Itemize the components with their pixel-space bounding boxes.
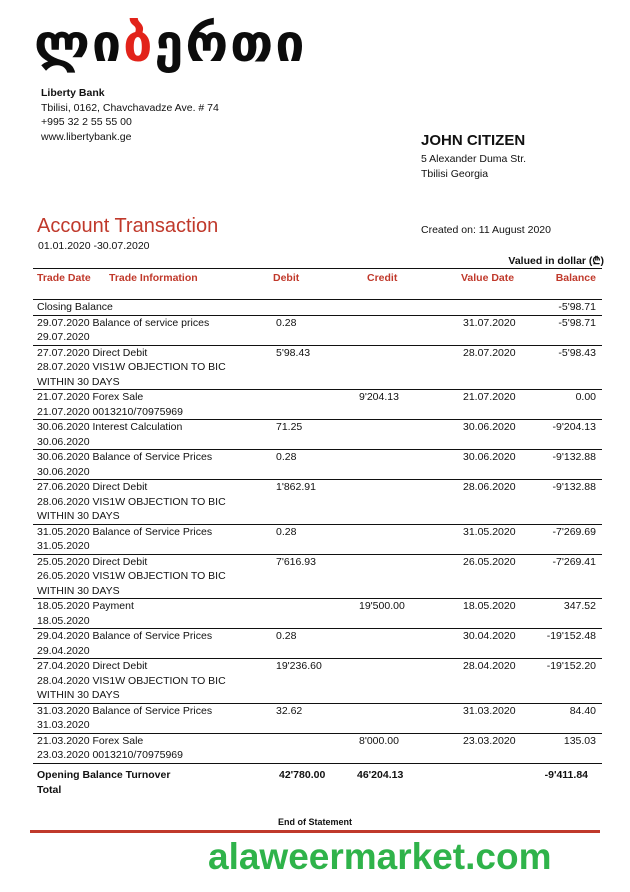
trade-info-line: 23.03.2020 0013210/70975969 — [37, 749, 183, 761]
trade-info-line: 30.06.2020 Interest Calculation — [37, 421, 183, 433]
trade-info-line: 31.03.2020 — [37, 719, 90, 731]
total-debit: 42'780.00 — [279, 768, 326, 781]
logo-text-red: ბ — [123, 14, 155, 74]
balance-cell: 135.03 — [563, 734, 596, 747]
table-row — [33, 734, 602, 764]
logo-text-1: ლი — [34, 14, 124, 74]
total-label: Opening Balance Turnover — [37, 768, 171, 781]
value-date-cell: 28.07.2020 — [463, 346, 516, 359]
value-date-cell: 28.04.2020 — [463, 660, 516, 672]
header-trade-date: Trade Date — [37, 272, 91, 284]
value-date-cell: 31.07.2020 — [463, 316, 516, 329]
value-date-cell: 31.05.2020 — [463, 525, 516, 538]
client-city: Tbilisi Georgia — [421, 167, 489, 180]
trade-info-line: 27.04.2020 Direct Debit — [37, 660, 148, 672]
trade-info — [33, 346, 602, 390]
trade-info-line: 27.06.2020 Direct Debit — [37, 481, 148, 493]
header-value-date: Value Date — [461, 272, 515, 284]
credit-cell: 8'000.00 — [359, 734, 399, 747]
trade-info — [33, 480, 602, 524]
table-row — [33, 629, 602, 659]
debit-cell: 5'98.43 — [276, 346, 311, 359]
trade-info — [33, 734, 602, 763]
trade-info-line: Closing Balance — [37, 301, 113, 313]
trade-info-line: WITHIN 30 DAYS — [37, 510, 120, 522]
trade-info — [33, 704, 602, 733]
logo-text-2: ერთი — [154, 14, 307, 74]
balance-cell: -7'269.69 — [552, 525, 596, 538]
value-date-cell: 28.06.2020 — [463, 481, 516, 493]
watermark: alaweermarket.com — [208, 836, 552, 877]
credit-cell: 9'204.13 — [359, 391, 399, 403]
table-row — [33, 300, 602, 316]
client-name: JOHN CITIZEN — [421, 132, 526, 149]
trade-info-line: WITHIN 30 DAYS — [37, 584, 120, 597]
bank-address: Tbilisi, 0162, Chavchavadze Ave. # 74 — [41, 101, 219, 114]
trade-info-line: 30.06.2020 Balance of Service Prices — [37, 451, 213, 463]
client-street: 5 Alexander Duma Str. — [421, 153, 527, 165]
trade-info-line: 31.05.2020 — [37, 540, 90, 552]
balance-cell: -19'152.20 — [546, 660, 596, 672]
debit-cell: 1'862.91 — [276, 481, 316, 493]
value-date-cell: 21.07.2020 — [463, 391, 516, 403]
trade-info-line: 29.04.2020 Balance of Service Prices — [37, 630, 213, 642]
bank-phone: +995 32 2 55 55 00 — [41, 116, 132, 128]
balance-cell: -7'269.41 — [552, 555, 596, 568]
trade-info-line: 29.04.2020 — [37, 644, 90, 657]
table-row — [33, 316, 602, 346]
value-date-cell: 31.03.2020 — [463, 704, 516, 717]
total-label-2: Total — [37, 783, 62, 796]
page-title: Account Transaction — [37, 215, 219, 237]
trade-info — [33, 629, 602, 658]
trade-info — [33, 525, 602, 554]
table-row — [33, 390, 602, 420]
balance-cell: -9'132.88 — [552, 481, 596, 493]
trade-info-line: 28.07.2020 VIS1W OBJECTION TO BIC — [37, 361, 226, 373]
trade-info — [33, 599, 602, 628]
table-header — [33, 268, 602, 300]
table-row — [33, 346, 602, 391]
value-date-cell: 30.06.2020 — [463, 421, 516, 433]
table-row — [33, 480, 602, 525]
trade-info-line: 26.05.2020 VIS1W OBJECTION TO BIC — [37, 570, 226, 582]
debit-cell: 0.28 — [276, 451, 297, 463]
total-row — [33, 768, 602, 798]
trade-info-line: WITHIN 30 DAYS — [37, 689, 120, 701]
debit-cell: 7'616.93 — [276, 555, 316, 568]
trade-info-line: 31.05.2020 Balance of Service Prices — [37, 525, 213, 538]
trade-info-line: 28.06.2020 VIS1W OBJECTION TO BIC — [37, 495, 226, 508]
end-of-statement: End of Statement — [277, 817, 352, 827]
trade-info — [33, 555, 602, 599]
value-date-cell: 26.05.2020 — [463, 555, 516, 568]
trade-info-line: 18.05.2020 — [37, 614, 90, 627]
debit-cell: 32.62 — [276, 704, 303, 717]
trade-info-line: 30.06.2020 — [37, 465, 90, 478]
value-date-cell: 23.03.2020 — [463, 734, 516, 747]
balance-cell: -5'98.43 — [558, 346, 596, 359]
trade-info-line: 29.07.2020 — [37, 331, 90, 343]
debit-cell: 0.28 — [276, 525, 297, 538]
table-row — [33, 599, 602, 629]
statement-period: 01.01.2020 -30.07.2020 — [38, 240, 150, 252]
trade-info — [33, 300, 602, 315]
trade-info-line: 21.03.2020 Forex Sale — [37, 734, 144, 747]
table-body — [33, 300, 602, 764]
trade-info-line: 18.05.2020 Payment — [37, 600, 134, 612]
balance-cell: -19'152.48 — [546, 630, 596, 642]
balance-cell: 347.52 — [563, 600, 596, 612]
trade-info-line: 27.07.2020 Direct Debit — [37, 346, 148, 359]
trade-info-line: 28.04.2020 VIS1W OBJECTION TO BIC — [37, 674, 226, 687]
trade-info-line: 21.07.2020 0013210/70975969 — [37, 405, 183, 418]
table-row — [33, 555, 602, 600]
table-row — [33, 420, 602, 450]
debit-cell: 0.28 — [276, 630, 297, 642]
header-balance: Balance — [555, 272, 596, 284]
header-debit: Debit — [273, 272, 300, 284]
balance-cell: 84.40 — [569, 704, 596, 717]
trade-info-line: 31.03.2020 Balance of Service Prices — [37, 704, 213, 717]
bank-logo — [34, 12, 307, 76]
bank-name: Liberty Bank — [41, 87, 105, 99]
trade-info-line: 21.07.2020 Forex Sale — [37, 391, 144, 403]
header-credit: Credit — [367, 272, 398, 284]
trade-info-line: WITHIN 30 DAYS — [37, 375, 120, 388]
trade-info-line: 30.06.2020 — [37, 435, 90, 448]
trade-info — [33, 390, 602, 419]
value-date-cell: 30.06.2020 — [463, 451, 516, 463]
currency-note: Valued in dollar (₾) — [508, 255, 604, 267]
created-on: Created on: 11 August 2020 — [421, 224, 551, 236]
debit-cell: 71.25 — [276, 421, 303, 433]
total-balance: -9'411.84 — [544, 768, 588, 781]
balance-cell: -5'98.71 — [558, 301, 596, 313]
table-row — [33, 704, 602, 734]
balance-cell: -9'204.13 — [552, 421, 596, 433]
trade-info — [33, 420, 602, 449]
trade-info-line: 29.07.2020 Balance of service prices — [37, 316, 210, 329]
balance-cell: 0.00 — [575, 391, 596, 403]
value-date-cell: 18.05.2020 — [463, 600, 516, 612]
bank-website: www.libertybank.ge — [41, 130, 132, 143]
table-row — [33, 659, 602, 704]
trade-info-line: 25.05.2020 Direct Debit — [37, 555, 148, 568]
trade-info — [33, 316, 602, 345]
client-info — [421, 131, 526, 181]
value-date-cell: 30.04.2020 — [463, 630, 516, 642]
total-credit: 46'204.13 — [357, 768, 404, 781]
credit-cell: 19'500.00 — [359, 600, 405, 612]
bank-info — [41, 86, 219, 144]
footer-divider — [30, 830, 600, 833]
balance-cell: -5'98.71 — [558, 316, 596, 329]
debit-cell: 19'236.60 — [276, 660, 322, 672]
debit-cell: 0.28 — [276, 316, 297, 329]
transactions-table — [33, 268, 602, 798]
trade-info — [33, 450, 602, 479]
table-row — [33, 450, 602, 480]
table-row — [33, 525, 602, 555]
balance-cell: -9'132.88 — [552, 451, 596, 463]
header-trade-info: Trade Information — [109, 272, 198, 284]
